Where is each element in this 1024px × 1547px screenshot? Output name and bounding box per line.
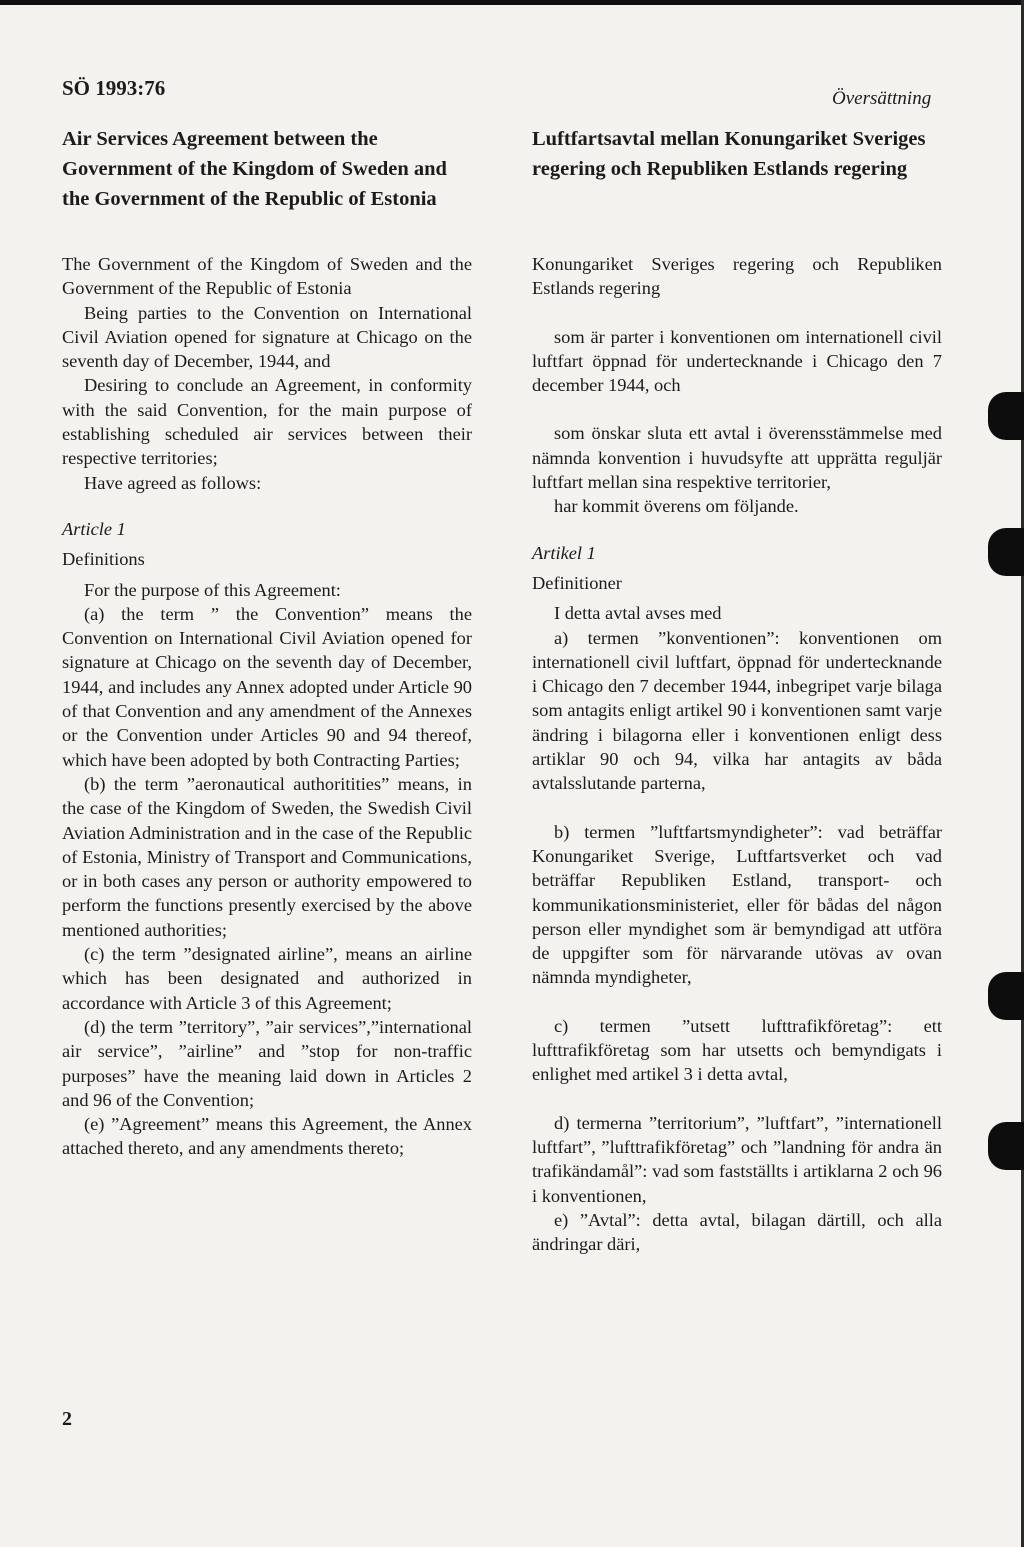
english-being-parties: Being parties to the Convention on International Civil Aviation opened for signature at Chicago on the seventh day of December, 1944, and [62,302,472,372]
swedish-desiring: som önskar sluta ett avtal i överensstämmelse med nämnda konvention i huvudsyfte att upprätta reguljär luftfart mellan sina respektive territorier, [532,423,942,493]
english-definition-e: (e) ”Agreement” means this Agreement, the Annex attached thereto, and any amendments thereto; [62,1114,472,1159]
english-intro: The Government of the Kingdom of Sweden and the Government of the Republic of Estonia [62,254,472,299]
english-title: Air Services Agreement between the Government of the Kingdom of Sweden and the Government of the Republic of Estonia [62,128,447,210]
english-definition-c: (c) the term ”designated airline”, means an airline which has been designated and authorized in accordance with Article 3 of this Agreement; [62,944,472,1013]
swedish-definition-b: b) termen ”luftfartsmyndigheter”: vad beträffar Konungariket Sverige, Luftfartsverket och vad beträffar Republiken Estland, transport- och kommunikationsministeriet, eller för bådas del någon person eller myndighet som är bemyndigad att utföra de uppgifter som för närvarande utövas av ovan nämnda myndigheter, [532,821,942,988]
swedish-intro: Konungariket Sveriges regering och Republiken Estlands regering [532,254,942,299]
swedish-agreed: har kommit överens om följande. [554,496,799,517]
swedish-definition-a: a) termen ”konventionen”: konventionen om internationell civil luftfart, öppnad för undertecknande i Chicago den 7 december 1944, inbegripet varje bilaga som antagits enligt artikel 90 i konventionen samt varje ändring i bilagorna eller i konventionen enligt dess artiklar 90 och 94, vilka har antagits av båda avtalsslutande parterna, [532,627,942,794]
document-reference: SÖ 1993:76 [62,76,166,100]
swedish-column [532,124,942,1256]
scan-top-edge [0,0,1024,5]
translation-label: Översättning [832,88,932,109]
english-agreed: Have agreed as follows: [84,472,262,493]
punch-hole [988,1122,1024,1170]
swedish-definition-e: e) ”Avtal”: detta avtal, bilagan därtill, och alla ändringar däri, [532,1209,942,1255]
english-definition-a: (a) the term ” the Convention” means the Convention on International Civil Aviation opened for signature at Chicago on the seventh day of December, 1944, and includes any Annex adopted under Article 90 of that Convention and any amendment of the Annexes or the Convention under Articles 90 and 94 thereof, which have been adopted by both Contracting Parties; [62,603,472,770]
english-definition-d: (d) the term ”territory”, ”air services”,”international air service”, ”airline” and ”stop for non-traffic purposes” have the meaning laid down in Articles 2 and 96 of the Convention; [62,1016,472,1110]
swedish-definitions-heading: Definitioner [532,572,622,593]
punch-hole [988,972,1024,1020]
english-article-heading: Article 1 [62,518,126,539]
swedish-definition-c: c) termen ”utsett lufttrafikföretag”: ett lufttrafikföretag som har utsetts och bemyndigats i enlighet med artikel 3 i detta avtal, [532,1015,942,1085]
english-desiring: Desiring to conclude an Agreement, in conformity with the said Convention, for the main purpose of establishing scheduled air services between their respective territories; [62,375,472,469]
punch-hole [988,392,1024,440]
english-purpose: For the purpose of this Agreement: [84,579,341,600]
swedish-title: Luftfartsavtal mellan Konungariket Sveriges regering och Republiken Estlands regering [532,128,926,180]
swedish-being-parties: som är parter i konventionen om internationell civil luftfart öppnad för undertecknande i Chicago den 7 december 1944, och [532,326,942,396]
english-column [62,124,472,1161]
swedish-purpose: I detta avtal avses med [554,603,722,624]
english-definition-b: (b) the term ”aeronautical authoritities” means, in the case of the Kingdom of Sweden, the Swedish Civil Aviation Administration and in the case of the Republic of Estonia, Ministry of Transport and Communications, or in both cases any person or authority empowered to perform the functions presently exercised by the above mentioned authorities; [62,773,472,940]
punch-hole [988,528,1024,576]
english-definitions-heading: Definitions [62,549,145,570]
swedish-definition-d: d) termerna ”territorium”, ”luftfart”, ”internationell luftfart”, ”lufttrafikföretag” och ”landning för andra än trafikändamål”: vad som fastställts i artiklarna 2 och 96 i konventionen, [532,1112,942,1206]
swedish-article-heading: Artikel 1 [532,542,596,563]
page-number: 2 [62,1408,72,1430]
